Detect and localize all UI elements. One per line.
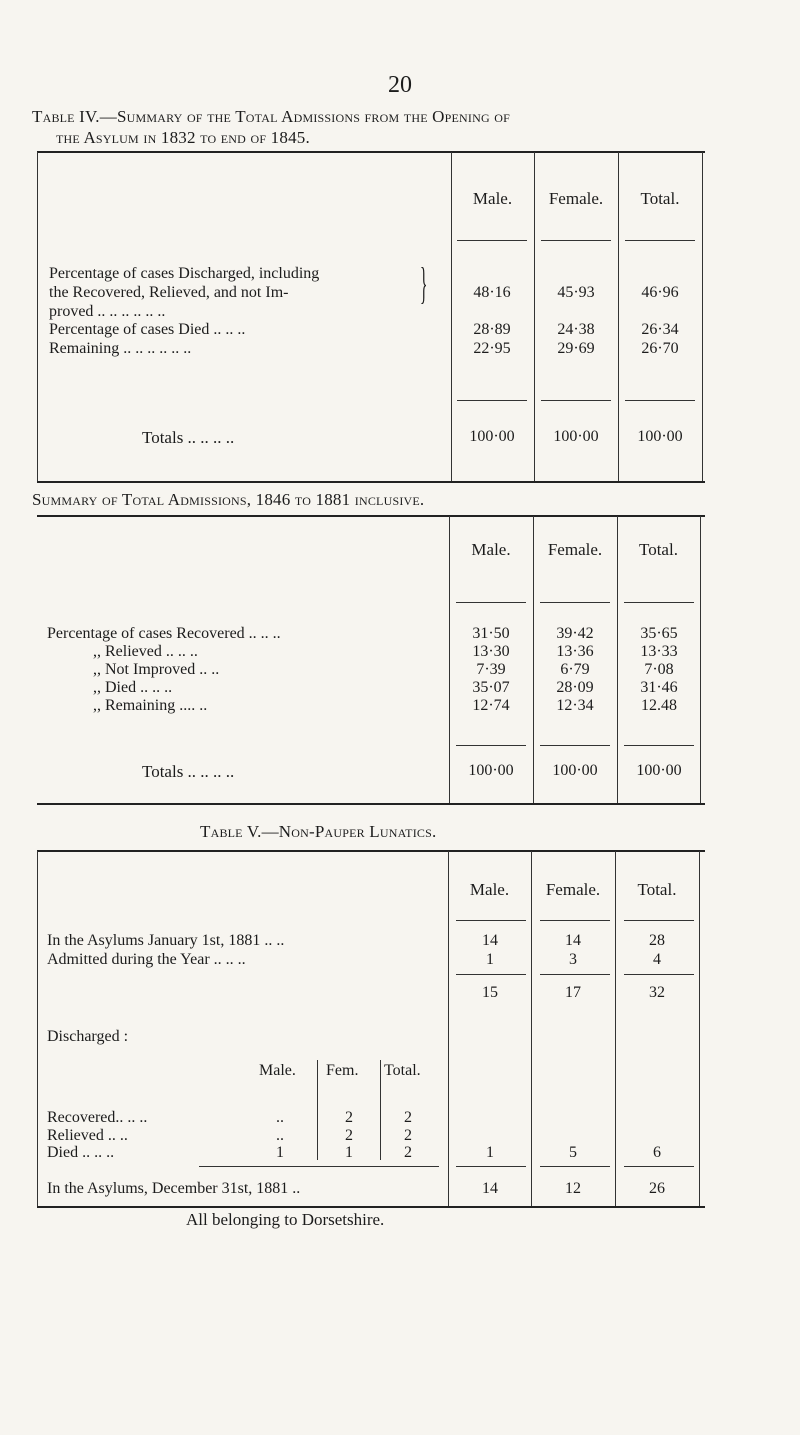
table5-admitted-male: 1 [486,951,494,968]
table4-died-label: Percentage of cases Died .. .. .. [49,321,246,338]
table5-sub-recovered-total: 2 [404,1109,412,1126]
summary-remaining-male: 12·74 [472,697,510,714]
summary-header-rule-female [540,602,610,603]
summary-header-rule-total [624,602,694,603]
table5-dec-rule-male [456,1166,526,1167]
table4-caption-line1: Table IV.—Summary of the Total Admissions from the Opening of [32,107,511,126]
table5-discharged-label: Discharged : [47,1028,129,1045]
table5-sub-divider-1 [317,1060,318,1160]
table5-header-rule-total [624,920,694,921]
table4-died-total: 26·34 [641,321,679,338]
summary-totals-female: 100·00 [552,762,598,779]
table5-sub-recovered-label: Recovered.. .. .. [47,1109,148,1126]
summary-not-improved-female: 6·79 [560,661,590,678]
table5-sub-divider-2 [380,1060,381,1160]
summary-not-improved-male: 7·39 [476,661,506,678]
table5-jan-label: In the Asylums January 1st, 1881 .. .. [47,932,285,949]
table4-remaining-label: Remaining .. .. .. .. .. .. [49,340,192,357]
summary-recovered-total: 35·65 [640,625,678,642]
table5-sub-bottom-rule [199,1166,439,1167]
table5-dec-total: 26 [649,1180,665,1197]
summary-top-rule [37,515,705,517]
table4-totals-label: Totals .. .. .. .. [142,428,235,447]
table5-bottom-rule [37,1206,705,1208]
summary-relieved-total: 13·33 [640,643,678,660]
table5-sub-died-male: 1 [276,1144,284,1161]
table4-header-male: Male. [472,189,513,208]
table5-caption: Table V.—Non-Pauper Lunatics. [200,822,437,841]
summary-header-female: Female. [547,540,603,559]
table5-header-male: Male. [469,880,510,899]
table5-dec-label: In the Asylums, December 31st, 1881 .. [47,1180,301,1197]
table4-discharged-female: 45·93 [557,284,595,301]
table4-header-female: Female. [548,189,604,208]
table5-admitted-total: 4 [653,951,661,968]
summary-header-male: Male. [471,540,511,559]
table4-header-total: Total. [640,189,680,208]
table5-discharged-total-male: 1 [486,1144,494,1161]
table4-remaining-male: 22·95 [473,340,511,357]
table5-dec-rule-female [540,1166,610,1167]
table4-discharged-total: 46·96 [641,284,679,301]
summary-not-improved-label: ,, Not Improved .. .. [93,661,220,678]
summary-relieved-male: 13·30 [472,643,510,660]
table4-died-female: 24·38 [557,321,595,338]
table4-totals-male: 100·00 [469,428,515,445]
table5-subtotal-total: 32 [649,984,665,1001]
summary-caption: Summary of Total Admissions, 1846 to 1881 inclusive. [32,490,425,509]
table5-sub-relieved-male: .. [276,1127,284,1144]
table4-totals-rule-total [625,400,695,401]
table5-jan-male: 14 [482,932,498,949]
table5-sub-relieved-fem: 2 [345,1127,353,1144]
table4-totals-rule-male [457,400,527,401]
table5-jan-female: 14 [565,932,581,949]
summary-header-rule-male [456,602,526,603]
page-number: 20 [388,72,412,98]
table4-discharged-label-3: proved .. .. .. .. .. .. [49,303,166,320]
table5-header-female: Female. [545,880,601,899]
summary-header-total: Total. [639,540,678,559]
summary-recovered-male: 31·50 [472,625,510,642]
summary-died-label: ,, Died .. .. .. [93,679,173,696]
table4-caption-line2: the Asylum in 1832 to end of 1845. [56,128,310,147]
table5-subtotal-male: 15 [482,984,498,1001]
table5-sub-header-male: Male. [259,1062,296,1079]
summary-bottom-rule [37,803,705,805]
summary-totals-male: 100·00 [468,762,514,779]
summary-totals-rule-male [456,745,526,746]
table4-discharged-label-1: Percentage of cases Discharged, including [49,265,320,282]
table5-top-rule [37,850,705,852]
table5-sub-died-label: Died .. .. .. [47,1144,115,1161]
table5-discharged-total-female: 5 [569,1144,577,1161]
table5-header-rule-female [540,920,610,921]
table4-left-rule [37,152,38,482]
summary-not-improved-total: 7·08 [644,661,674,678]
table4-discharged-label-2: the Recovered, Relieved, and not Im- [49,284,289,301]
table5-footnote: All belonging to Dorsetshire. [186,1210,385,1229]
table5-left-rule [37,851,38,1206]
table5-sub-recovered-male: .. [276,1109,284,1126]
table4-discharged-male: 48·16 [473,284,511,301]
summary-recovered-female: 39·42 [556,625,594,642]
table5-sub-header-total: Total. [384,1062,421,1079]
table4-brace: } [420,259,428,308]
table5-header-rule-male [456,920,526,921]
table5-sub-relieved-total: 2 [404,1127,412,1144]
table4-remaining-female: 29·69 [557,340,595,357]
table5-dec-male: 14 [482,1180,498,1197]
table4-remaining-total: 26·70 [641,340,679,357]
table5-jan-total: 28 [649,932,665,949]
table4-header-rule-male [457,240,527,241]
summary-died-female: 28·09 [556,679,594,696]
summary-totals-rule-total [624,745,694,746]
table5-sub-recovered-fem: 2 [345,1109,353,1126]
table5-subtotal-rule-male [456,974,526,975]
table5-admitted-female: 3 [569,951,577,968]
table5-sub-died-fem: 1 [345,1144,353,1161]
summary-recovered-label: Percentage of cases Recovered .. .. .. [47,625,281,642]
table4-totals-rule-female [541,400,611,401]
table5-subtotal-rule-female [540,974,610,975]
table4-top-rule [37,151,705,153]
table5-discharged-total-total: 6 [653,1144,661,1161]
table4-died-male: 28·89 [473,321,511,338]
table5-sub-relieved-label: Relieved .. .. [47,1127,128,1144]
table5-subtotal-female: 17 [565,984,581,1001]
table5-admitted-label: Admitted during the Year .. .. .. [47,951,246,968]
table5-dec-rule-total [624,1166,694,1167]
summary-relieved-label: ,, Relieved .. .. .. [93,643,198,660]
table5-dec-female: 12 [565,1180,581,1197]
summary-died-total: 31·46 [640,679,678,696]
table4-totals-total: 100·00 [637,428,683,445]
summary-remaining-label: ,, Remaining .... .. [93,697,208,714]
table5-sub-died-total: 2 [404,1144,412,1161]
table4-header-rule-female [541,240,611,241]
table4-bottom-rule [37,481,705,483]
table5-sub-header-fem: Fem. [326,1062,359,1079]
summary-totals-total: 100·00 [636,762,682,779]
summary-relieved-female: 13·36 [556,643,594,660]
summary-totals-label: Totals .. .. .. .. [142,762,235,781]
summary-remaining-female: 12·34 [556,697,594,714]
table4-totals-female: 100·00 [553,428,599,445]
summary-totals-rule-female [540,745,610,746]
table5-subtotal-rule-total [624,974,694,975]
table5-header-total: Total. [637,880,677,899]
table4-header-rule-total [625,240,695,241]
summary-died-male: 35·07 [472,679,510,696]
summary-remaining-total: 12.48 [641,697,677,714]
